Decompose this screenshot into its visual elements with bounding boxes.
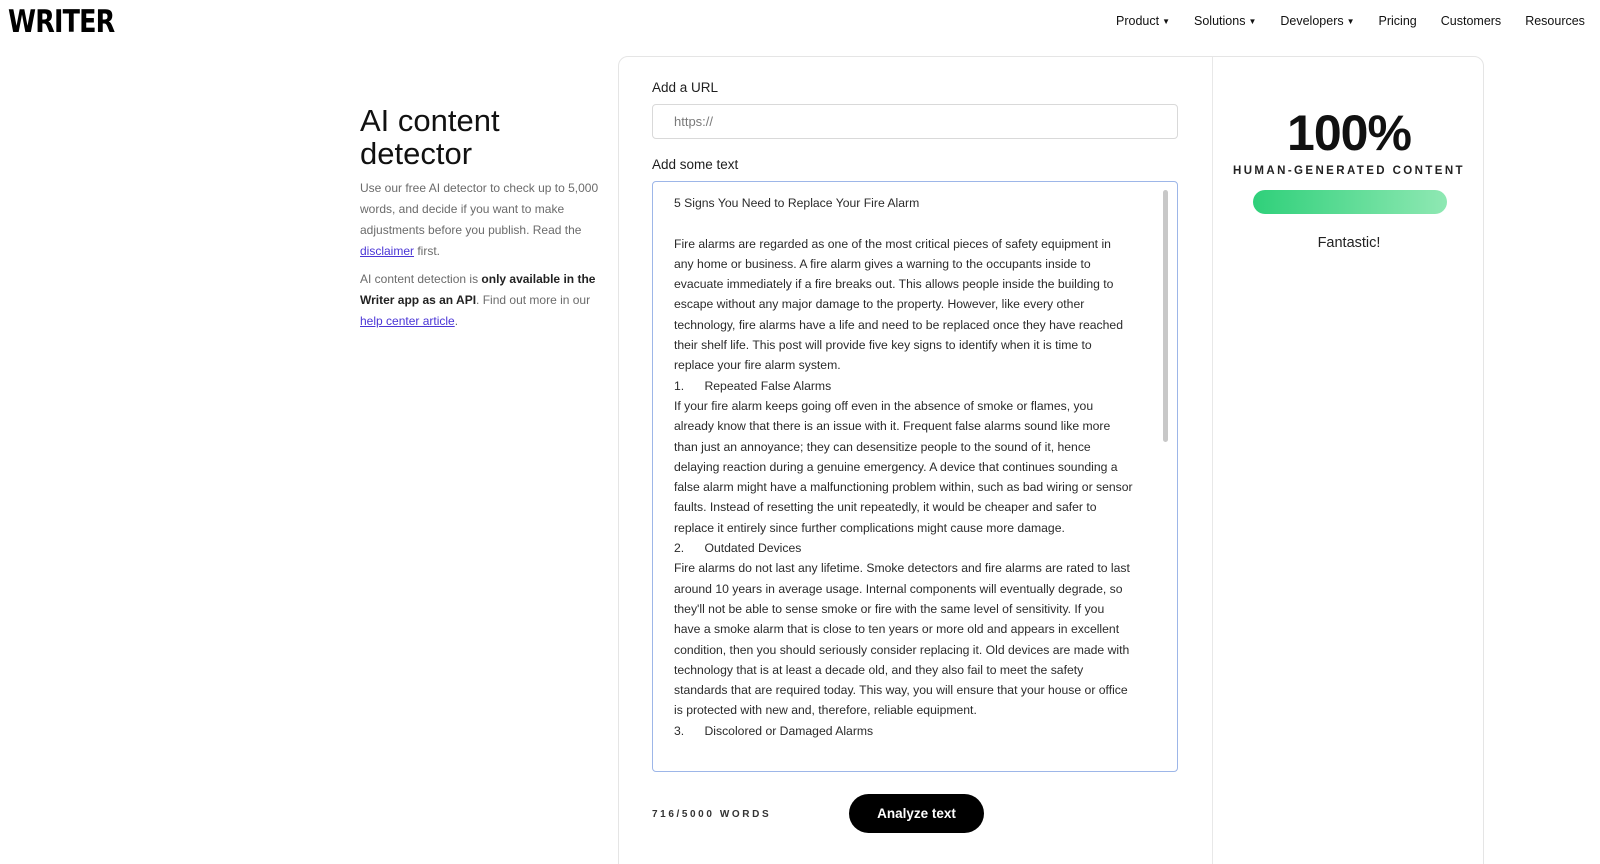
disclaimer-link[interactable]: disclaimer: [360, 244, 415, 258]
word-count: 716/5000 WORDS: [652, 809, 772, 820]
api-note: [360, 269, 600, 332]
result-label: HUMAN-GENERATED CONTENT: [1233, 165, 1465, 177]
nav-product[interactable]: [1116, 14, 1170, 28]
intro-text: first.: [414, 244, 441, 258]
chevron-down-icon: ▼: [1346, 16, 1355, 26]
nav-product-label: Product: [1116, 14, 1160, 28]
intro-description: [360, 178, 600, 262]
nav-developers-label: Developers: [1280, 14, 1344, 28]
nav-pricing-label: Pricing: [1378, 14, 1417, 28]
textarea-content: [653, 182, 1153, 741]
text-line: [674, 213, 1133, 233]
writer-logo[interactable]: WRITER: [8, 4, 115, 40]
chevron-down-icon: ▼: [1162, 16, 1171, 26]
chevron-down-icon: ▼: [1248, 16, 1257, 26]
nav-resources-label: Resources: [1525, 14, 1585, 28]
url-label: Add a URL: [652, 80, 719, 95]
nav-solutions[interactable]: [1194, 14, 1256, 28]
api-note-text: . Find out more in our: [476, 293, 591, 307]
scrollbar-thumb[interactable]: [1163, 190, 1168, 442]
text-line: 3. Discolored or Damaged Alarms: [674, 723, 874, 738]
nav-pricing[interactable]: [1379, 14, 1417, 28]
result-verdict: Fantastic!: [1317, 235, 1381, 251]
nav-resources[interactable]: [1525, 14, 1585, 28]
api-note-bold: only available in the Writer app as an API: [360, 272, 596, 307]
intro-text: Use our free AI detector to check up to 5,000 words, and decide if you want to make adjustments before you publish. Read the: [360, 181, 599, 237]
nav-customers-label: Customers: [1440, 14, 1502, 28]
human-score-bar: [1253, 190, 1447, 214]
text-line: 2. Outdated Devices: [674, 541, 802, 556]
analyze-text-button[interactable]: Analyze text: [849, 794, 984, 833]
text-line: 1. Repeated False Alarms: [674, 378, 832, 393]
panel-divider: [1212, 57, 1213, 864]
intro-section: [360, 104, 600, 332]
text-line: 5 Signs You Need to Replace Your Fire Alarm: [674, 196, 920, 210]
nav-developers[interactable]: [1280, 14, 1354, 28]
text-label: Add some text: [652, 157, 739, 172]
help-center-link[interactable]: help center article: [360, 314, 455, 328]
page-title: AI content detector: [360, 103, 500, 171]
top-nav: [1116, 14, 1585, 28]
textarea-scrollbar[interactable]: [1163, 190, 1168, 762]
api-note-text: AI content detection is: [360, 272, 482, 286]
result-percentage: 100%: [1287, 105, 1411, 161]
detector-card: [618, 56, 1484, 864]
text-line: Fire alarms do not last any lifetime. Smoke detectors and fire alarms are rated to last around 10 years in average usage. Internal components will eventually degrade, so they'll not be able to sense smoke or fire with the same level of sensitivity. If you have a smoke alarm that is close to ten years or more old and appears in excellent condition, then you should seriously consider replacing it. Old devices are made with technology that is at least a decade old, and they also fail to meet the safety standards that are required today. This way, you will ensure that your house or office is protected with new and, therefore, reliable equipment.: [674, 561, 1134, 718]
nav-customers[interactable]: [1441, 14, 1501, 28]
text-line: Fire alarms are regarded as one of the most critical pieces of safety equipment in any home or business. A fire alarm gives a warning to the occupants inside to evacuate immediately if a fire breaks out. This allows people inside the building to escape without any major damage to the property. However, like every other technology, fire alarms have a life and need to be replaced once they have reached their shelf life. This post will provide five key signs to identify when it is time to replace your fire alarm system.: [674, 236, 1127, 373]
url-input[interactable]: https://: [652, 104, 1178, 139]
content-textarea[interactable]: [652, 181, 1178, 772]
text-line: If your fire alarm keeps going off even in the absence of smoke or flames, you already know that there is an issue with it. Frequent false alarms sound like more than just an annoyance; they can desensitize people to the sound of it, hence delaying reaction during a genuine emergency. A device that continues sounding a false alarm might have a malfunctioning problem within, such as bad wiring or sensor faults. Instead of resetting the unit repeatedly, it would be cheaper and safer to replace it entirely since further complications might cause more damage.: [674, 398, 1136, 535]
nav-solutions-label: Solutions: [1194, 14, 1246, 28]
api-note-text: .: [454, 314, 459, 328]
